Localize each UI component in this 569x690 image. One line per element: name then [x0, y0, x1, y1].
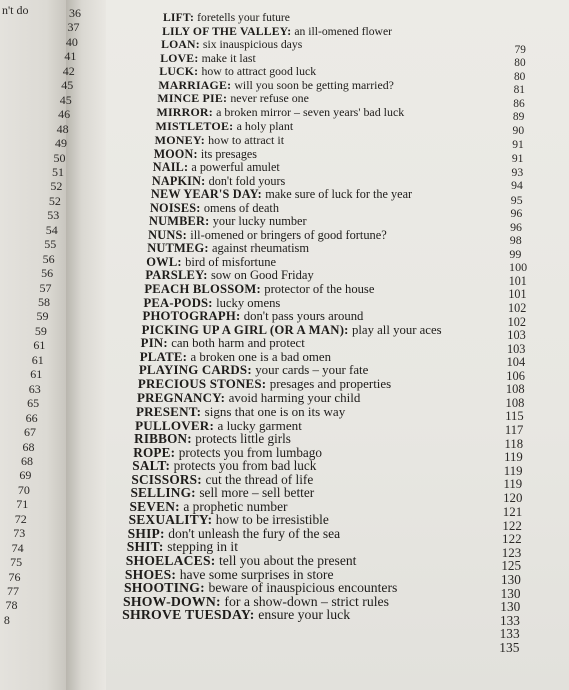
left-page-number: 36 [69, 6, 81, 20]
index-page-number: 102 [507, 314, 527, 329]
index-page-number: 80 [513, 70, 526, 83]
index-entry [132, 459, 316, 472]
index-term: NAIL [152, 160, 184, 175]
index-entry [130, 500, 288, 513]
index-entry [155, 134, 284, 146]
left-page-number: 76 [8, 569, 21, 584]
colon-separator: : [256, 282, 265, 296]
index-description: sell more – sell better [199, 485, 315, 501]
index-term: SEVEN [129, 498, 176, 514]
index-description: beware of inauspicious encounters [208, 580, 398, 596]
index-term: PIN [140, 336, 164, 351]
left-page-number: 68 [22, 439, 35, 454]
colon-separator: : [196, 200, 204, 215]
index-page-number: 100 [509, 260, 528, 275]
index-description: signs that one is on its way [204, 403, 346, 419]
index-entry [158, 77, 394, 92]
index-entry [143, 310, 364, 323]
colon-separator: : [261, 375, 270, 391]
index-entry [161, 39, 302, 51]
index-page-number: 130 [501, 572, 521, 587]
left-page-number: 58 [38, 295, 50, 309]
index-page-number: 103 [506, 341, 526, 356]
index-description: play all your aces [352, 322, 442, 337]
colon-separator: : [196, 403, 205, 419]
index-page-number: 133 [499, 612, 520, 628]
index-entry [126, 554, 357, 568]
left-page-number: 41 [64, 49, 77, 64]
index-description: ill-omened or bringers of good fortune? [190, 227, 387, 242]
index-term: MONEY [154, 132, 201, 147]
index-description: a prophetic number [183, 498, 288, 514]
index-term: MINCE PIE [157, 91, 223, 106]
left-page-number: 61 [33, 338, 46, 353]
index-term: NEW YEAR'S DAY [150, 187, 258, 202]
index-page-number: 101 [508, 287, 527, 302]
left-page-number: 52 [48, 193, 61, 208]
colon-separator: : [171, 566, 180, 582]
index-term: LIFT [163, 11, 190, 24]
index-entry [134, 432, 291, 445]
left-page-number: 40 [65, 34, 78, 49]
index-description: protects you from bad luck [173, 458, 317, 474]
colon-separator: : [187, 431, 196, 447]
colon-separator: : [194, 64, 202, 79]
index-page-number: 108 [505, 395, 525, 410]
left-page-number: 53 [47, 208, 60, 223]
colon-separator: : [204, 241, 213, 256]
left-page-number: 59 [34, 323, 47, 338]
colon-separator: : [191, 485, 200, 501]
colon-separator: : [209, 417, 218, 433]
index-entry [162, 26, 392, 38]
colon-separator: : [210, 553, 220, 568]
index-description: presages and properties [269, 375, 392, 391]
left-page-number: 68 [20, 453, 33, 468]
index-description: a powerful amulet [191, 160, 280, 175]
colon-separator: : [220, 390, 229, 406]
left-page-number: 74 [11, 540, 24, 555]
index-term: NUMBER [149, 214, 206, 229]
index-term: PARSLEY [145, 268, 204, 283]
index-entry [145, 269, 313, 282]
colon-separator: : [190, 11, 198, 24]
index-description: how to be irresistible [215, 512, 329, 528]
left-page-number: 42 [62, 63, 75, 78]
index-page-number: 103 [507, 328, 526, 343]
colon-separator: : [208, 295, 217, 310]
index-entry [146, 256, 276, 269]
colon-separator: : [165, 458, 174, 474]
left-page-number: 49 [55, 136, 68, 151]
index-description: a lucky garment [217, 417, 302, 433]
colon-separator: : [200, 580, 209, 596]
index-page-number: 133 [499, 626, 520, 642]
index-entry [159, 66, 316, 78]
index-page-number: 99 [509, 246, 522, 261]
index-entry [140, 351, 331, 364]
index-page-number: 80 [514, 57, 526, 70]
index-description: can both harm and protect [171, 336, 305, 351]
index-term: SALT [132, 458, 166, 474]
index-term: NUTMEG [147, 241, 205, 256]
index-page-number: 121 [502, 504, 523, 520]
left-page-number: 51 [51, 164, 64, 179]
index-description: make it last [201, 51, 256, 65]
index-entry [160, 53, 256, 65]
index-term: PULLOVER [135, 417, 210, 433]
index-description: a holy plant [236, 119, 294, 134]
left-page-number: 69 [19, 468, 32, 483]
index-description: a broken one is a bad omen [190, 349, 332, 364]
index-term: PHOTOGRAPH [142, 309, 236, 324]
index-entry [156, 104, 405, 119]
index-page-number: 125 [501, 558, 522, 574]
colon-separator: : [183, 160, 192, 175]
colon-separator: : [222, 91, 231, 106]
index-term: LUCK [159, 64, 195, 79]
left-page-number: 56 [41, 266, 54, 281]
left-page-number: 61 [30, 367, 43, 382]
index-description: foretells your future [197, 11, 290, 24]
index-entry [149, 215, 307, 227]
colon-separator: : [227, 77, 235, 92]
colon-separator: : [159, 525, 169, 541]
index-term: NAPKIN [151, 173, 202, 188]
index-entry [135, 419, 302, 432]
left-page-number: 71 [16, 497, 29, 512]
index-description: don't pass yours around [243, 309, 364, 324]
left-page-number: 8 [3, 612, 10, 627]
colon-separator: : [158, 539, 168, 555]
left-page-number: 61 [31, 352, 44, 367]
index-page-number: 91 [511, 151, 524, 165]
index-term: SHOELACES [125, 553, 211, 568]
left-page-number: 78 [5, 598, 18, 613]
colon-separator: : [182, 349, 191, 364]
index-entry [143, 297, 280, 310]
index-term: SCISSORS [131, 471, 198, 487]
index-page-number: 119 [503, 463, 523, 478]
index-page-number: 119 [504, 450, 523, 465]
index-description: an ill-omened flower [294, 24, 393, 38]
index-term: RIBBON [134, 431, 188, 447]
left-page-number: 37 [67, 20, 80, 35]
colon-separator: : [203, 268, 211, 283]
index-entry [144, 283, 374, 296]
index-description: your lucky number [212, 214, 307, 229]
index-entry [133, 446, 322, 459]
index-description: ensure your luck [258, 607, 351, 623]
index-term: NOISES [149, 200, 197, 215]
colon-separator: : [207, 512, 216, 528]
left-page-number: 65 [27, 396, 40, 411]
index-page-number: 135 [499, 639, 520, 655]
index-entry [153, 161, 280, 173]
index-term: PEA-PODS [143, 295, 209, 310]
index-term: SHIP [127, 525, 160, 541]
index-description: a broken mirror – seven years' bad luck [216, 104, 405, 119]
index-term: SHOW-DOWN [123, 593, 216, 609]
colon-separator: : [182, 227, 191, 242]
index-description: cut the thread of life [205, 471, 314, 487]
index-page-number: 117 [504, 422, 524, 437]
index-description: don't fold yours [208, 173, 286, 188]
index-page-number: 120 [503, 490, 523, 505]
index-page-number: 94 [511, 179, 523, 193]
index-term: ROPE [133, 444, 171, 460]
index-page-number: 81 [513, 84, 525, 97]
colon-separator: : [208, 104, 217, 119]
left-page-number: 48 [56, 121, 69, 136]
index-term: MISTLETOE [155, 119, 230, 134]
colon-separator: : [201, 173, 209, 188]
colon-separator: : [247, 363, 256, 378]
left-page-number: 75 [10, 555, 23, 570]
colon-separator: : [175, 498, 184, 514]
index-description: for a show-down – strict rules [224, 593, 389, 609]
colon-separator: : [197, 471, 206, 487]
index-term: LILY OF THE VALLEY [162, 24, 288, 38]
index-term: OWL [146, 254, 178, 269]
index-term: PRECIOUS STONES [137, 375, 262, 391]
index-description: sow on Good Friday [210, 268, 314, 283]
index-term: PREGNANCY [136, 390, 221, 406]
index-entry [152, 175, 285, 187]
index-description: avoid harming your child [228, 390, 361, 406]
index-page-number: 96 [510, 219, 522, 234]
index-term: PLAYING CARDS [138, 363, 248, 378]
index-entry [150, 202, 279, 214]
index-page-number: 96 [510, 206, 523, 221]
index-description: protects you from lumbago [178, 444, 322, 460]
left-page-number: 59 [36, 309, 49, 324]
index-description: omens of death [203, 200, 279, 215]
left-page-number: 66 [25, 410, 38, 425]
index-page-number: 122 [502, 531, 522, 547]
index-term: MOON [153, 146, 194, 161]
index-entry [130, 486, 314, 499]
left-page-number: 73 [13, 526, 26, 541]
index-page-number: 89 [512, 111, 525, 124]
index-page-number: 93 [511, 165, 524, 179]
index-term: PLATE [139, 349, 183, 364]
index-page-number: 101 [508, 273, 527, 288]
index-entry [122, 608, 350, 622]
index-description: how to attract it [208, 132, 285, 147]
index-description: make sure of luck for the year [265, 187, 413, 202]
index-description: six inauspicious days [202, 38, 303, 52]
index-term: SHROVE TUESDAY [122, 607, 250, 623]
index-entry [128, 527, 340, 541]
index-page-number: 118 [504, 436, 524, 451]
colon-separator: : [195, 38, 203, 52]
left-page-number: 67 [24, 425, 37, 440]
colon-separator: : [205, 214, 213, 229]
index-term: SHIT [126, 539, 159, 555]
index-entry [157, 93, 308, 105]
colon-separator: : [215, 593, 225, 609]
left-page-number: 45 [61, 78, 74, 93]
index-term: SHOOTING [123, 580, 201, 596]
index-entry [131, 473, 313, 486]
index-page-number: 86 [513, 97, 525, 110]
index-page-number: 123 [501, 544, 522, 560]
colon-separator: : [287, 24, 295, 38]
index-entry [136, 405, 345, 418]
index-description: don't unleash the fury of the sea [168, 525, 341, 541]
left-page-number: 52 [50, 179, 63, 194]
index-description: stepping in it [167, 539, 238, 555]
left-page-number: 50 [53, 150, 66, 165]
left-page-number: 54 [45, 222, 58, 237]
index-term: NUNS [148, 227, 183, 242]
index-page-number: 108 [505, 382, 525, 397]
left-page-number: 70 [17, 482, 30, 497]
index-entry [148, 229, 387, 241]
left-page-number: 55 [44, 237, 57, 252]
index-term: PICKING UP A GIRL (OR A MAN) [141, 322, 345, 337]
index-description: lucky omens [216, 295, 281, 310]
colon-separator: : [163, 336, 172, 351]
index-entry [129, 513, 329, 526]
left-page-number: 63 [28, 381, 41, 396]
colon-separator: : [194, 51, 202, 65]
colon-separator: : [193, 146, 201, 161]
index-entry [137, 375, 392, 391]
index-entry [141, 337, 305, 350]
colon-separator: : [235, 309, 244, 324]
book-gutter [66, 0, 106, 690]
index-entry [156, 120, 294, 132]
index-description: against rheumatism [212, 241, 310, 256]
index-entry [137, 391, 360, 404]
index-page-number: 90 [512, 124, 525, 137]
index-term: PEACH BLOSSOM [144, 282, 257, 296]
index-entry [147, 242, 309, 254]
colon-separator: : [229, 119, 237, 134]
index-description: bird of misfortune [185, 254, 277, 269]
index-description: its presages [200, 146, 257, 161]
left-page-number: 46 [58, 107, 71, 122]
index-entry [154, 148, 257, 160]
index-description: your cards – your fate [255, 363, 369, 378]
index-page-number: 130 [500, 599, 521, 615]
index-entry [127, 540, 238, 554]
colon-separator: : [170, 444, 179, 460]
index-page-number: 104 [506, 355, 526, 370]
index-page-number: 122 [502, 517, 522, 533]
index-page-number: 91 [512, 138, 524, 152]
index-description: tell you about the present [219, 553, 357, 568]
index-description: have some surprises in store [179, 566, 334, 582]
index-page-number: 79 [514, 43, 526, 56]
left-page-number: 45 [59, 92, 72, 107]
index-page-number: 102 [508, 301, 527, 315]
index-entry [142, 324, 442, 337]
index-page-number: 95 [510, 192, 523, 207]
index-description: protects little girls [195, 431, 291, 447]
index-term: PRESENT [136, 403, 197, 419]
index-description: never refuse one [230, 91, 309, 106]
index-entry [163, 12, 290, 24]
index-entry [151, 188, 412, 200]
index-term: SELLING [130, 485, 192, 501]
index-page-number: 98 [509, 233, 522, 248]
index-description: will you soon be getting married? [234, 77, 394, 92]
left-page-header-text: n't do [2, 3, 29, 17]
index-term: LOAN [161, 38, 196, 52]
index-page-number: 119 [503, 477, 523, 492]
index-term: MARRIAGE [158, 77, 228, 92]
index-term: SEXUALITY [128, 512, 208, 528]
left-page-number: 56 [42, 251, 55, 266]
index-description: how to attract good luck [201, 64, 317, 79]
left-page-number: 57 [39, 280, 52, 295]
colon-separator: : [257, 187, 266, 202]
colon-separator: : [344, 322, 352, 337]
left-page-number: 72 [14, 511, 27, 526]
colon-separator: : [249, 607, 259, 623]
index-term: SHOES [124, 566, 172, 582]
colon-separator: : [177, 254, 186, 269]
index-page-number: 106 [506, 368, 525, 383]
index-page-number: 130 [500, 585, 521, 601]
index-description: protector of the house [264, 282, 375, 296]
index-term: LOVE [160, 51, 195, 65]
index-term: MIRROR [156, 104, 209, 119]
index-page-number: 115 [505, 409, 524, 424]
left-page-number: 77 [7, 584, 19, 598]
colon-separator: : [200, 132, 209, 147]
